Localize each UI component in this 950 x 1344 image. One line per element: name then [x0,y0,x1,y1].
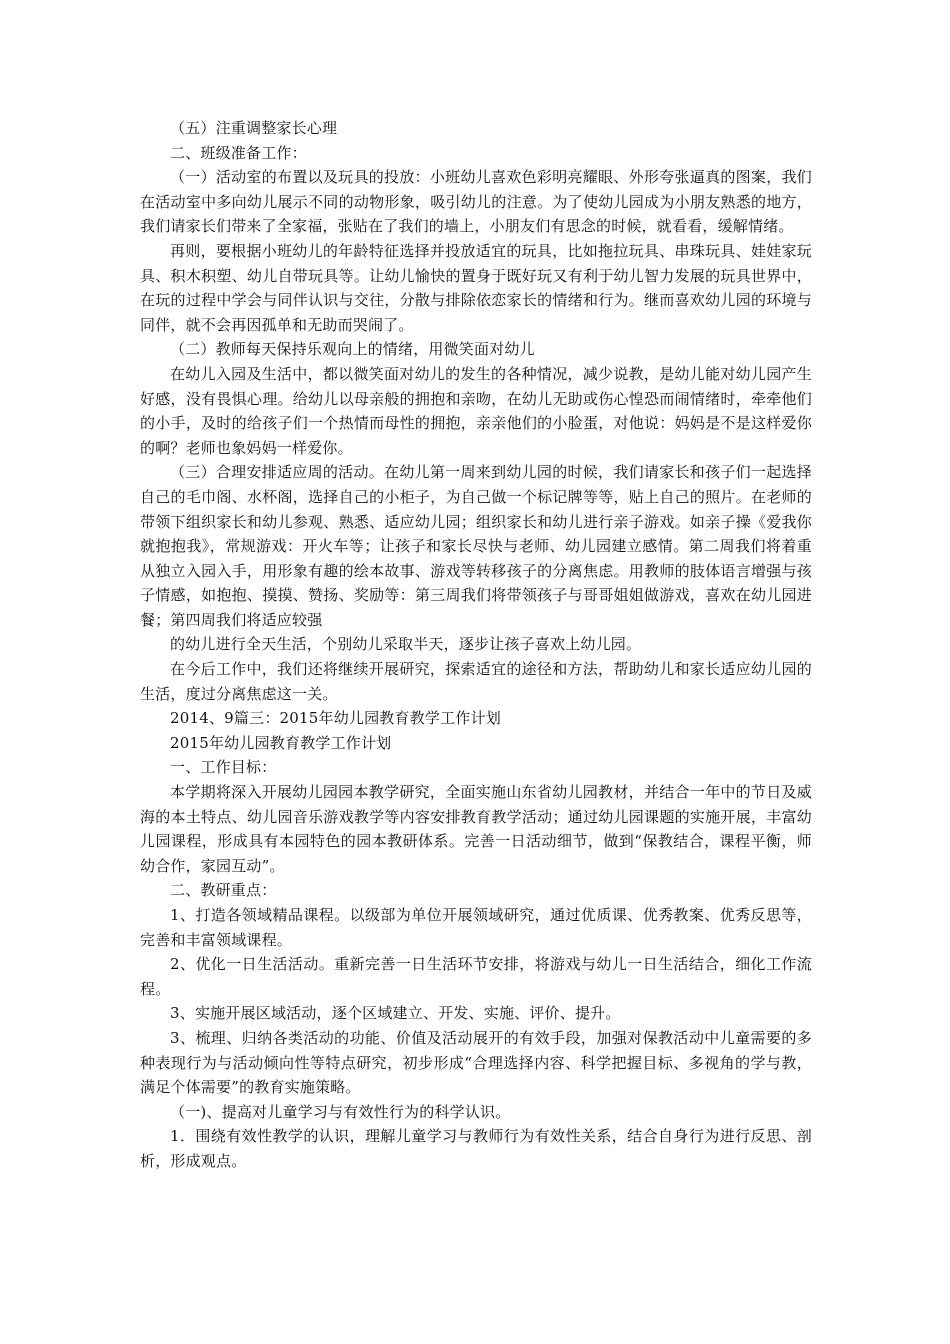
paragraph-activity-room: （一）活动室的布置以及玩具的投放：小班幼儿喜欢色彩明亮耀眼、外形夸张逼真的图案，我们在活动室中多向幼儿展示不同的动物形象，吸引幼儿的注意。为了使幼儿园成为小朋友熟悉的地方，我们请家长们带来了全家福，张贴在了我们的墙上，小朋友们有思念的时候，就看看，缓解情绪。 [140,168,812,236]
list-item-2: 2、优化一日生活活动。重新完善一日生活环节安排，将游戏与幼儿一日生活结合，细化工作流程。 [140,955,812,998]
paragraph-future-work: 在今后工作中，我们还将继续开展研究，探索适宜的途径和方法，帮助幼儿和家长适应幼儿园的生活，度过分离焦虑这一关。 [140,660,812,703]
list-item-1: 1、打造各领域精品课程。以级部为单位开展领域研究，通过优质课、优秀教案、优秀反思等，完善和丰富领域课程。 [140,906,812,949]
paragraph-toys: 再则，要根据小班幼儿的年龄特征选择并投放适宜的玩具，比如拖拉玩具、串珠玩具、娃娃家玩具、积木积塑、幼儿自带玩具等。让幼儿愉快的置身于既好玩又有利于幼儿智力发展的玩具世界中，在玩的过程中学会与同伴认识与交往，分散与排除依恋家长的情绪和行为。继而喜欢幼儿园的环境与同伴，就不会再因孤单和无助而哭闹了。 [140,241,812,334]
paragraph-goals: 本学期将深入开展幼儿园园本教学研究，全面实施山东省幼儿园教材，并结合一年中的节日及威海的本土特点、幼儿园音乐游戏教学等内容安排教育教学活动；通过幼儿园课题的实施开展，丰富幼儿园课程，形成具有本园特色的园本教研体系。完善一日活动细节，做到“保教结合，课程平衡，师幼合作，家园互动”。 [140,783,812,875]
list-item-3a: 3、实施开展区域活动，逐个区域建立、开发、实施、评价、提升。 [170,1004,621,1023]
list-item-3b: 3、梳理、归纳各类活动的功能、价值及活动展开的有效手段，加强对保教活动中儿童需要的多种表现行为与活动倾向性等特点研究，初步形成“合理选择内容、科学把握目标、多视角的学与教，满足个体需要”的教育实施策略。 [140,1028,812,1097]
section-heading-class-prep: 二、班级准备工作： [170,143,307,162]
heading-work-goals: 一、工作目标： [170,758,277,777]
list-item-1-point: 1．围绕有效性教学的认识，理解儿童学习与教师行为有效性关系，结合自身行为进行反思、剖析，形成观点。 [140,1127,812,1170]
section-heading-five: （五）注重调整家长心理 [170,119,338,137]
document-page [140,116,812,1174]
heading-research-focus: 二、教研重点： [170,881,277,900]
paragraph-adaptation-cont: 的幼儿进行全天生活，个别幼儿采取半天，逐步让孩子喜欢上幼儿园。 [170,635,642,654]
section-title-part-three: 2014、9篇三：2015年幼儿园教育教学工作计划 [170,709,501,728]
document-title-2015-plan: 2015年幼儿园教育教学工作计划 [170,733,392,752]
paragraph-smile: 在幼儿入园及生活中，都以微笑面对幼儿的发生的各种情况，减少说教，是幼儿能对幼儿园产生好感，没有畏惧心理。给幼儿以母亲般的拥抱和亲吻，在幼儿无助或伤心惶恐而闹情绪时，牵牵他们的小手，及时的给孩子们一个热情而母性的拥抱，亲亲他们的小脸蛋，对他说：妈妈是不是这样爱你的啊？老师也象妈妈一样爱你。 [140,364,812,457]
subheading-one: （一)、提高对儿童学习与有效性行为的科学认识。 [170,1102,511,1121]
subheading-teacher-mood: （二）教师每天保持乐观向上的情绪，用微笑面对幼儿 [170,340,535,359]
paragraph-adaptation-week: （三）合理安排适应周的活动。在幼儿第一周来到幼儿园的时候，我们请家长和孩子们一起选择自己的毛巾阁、水杯阁，选择自己的小柜子，为自己做一个标记牌等等，贴上自己的照片。在老师的带领下组织家长和幼儿参观、熟悉、适应幼儿园；组织家长和幼儿进行亲子游戏。如亲子操《爱我你就抱抱我》，常规游戏：开火车等；让孩子和家长尽快与老师、幼儿园建立感情。第二周我们将着重从独立入园入手，用形象有趣的绘本故事、游戏等转移孩子的分离焦虑。用教师的肢体语言增强与孩子情感，如抱抱、摸摸、赞扬、奖励等：第三周我们将带领孩子与哥哥姐姐做游戏，喜欢在幼儿园进餐；第四周我们将适应较强 [140,463,812,629]
